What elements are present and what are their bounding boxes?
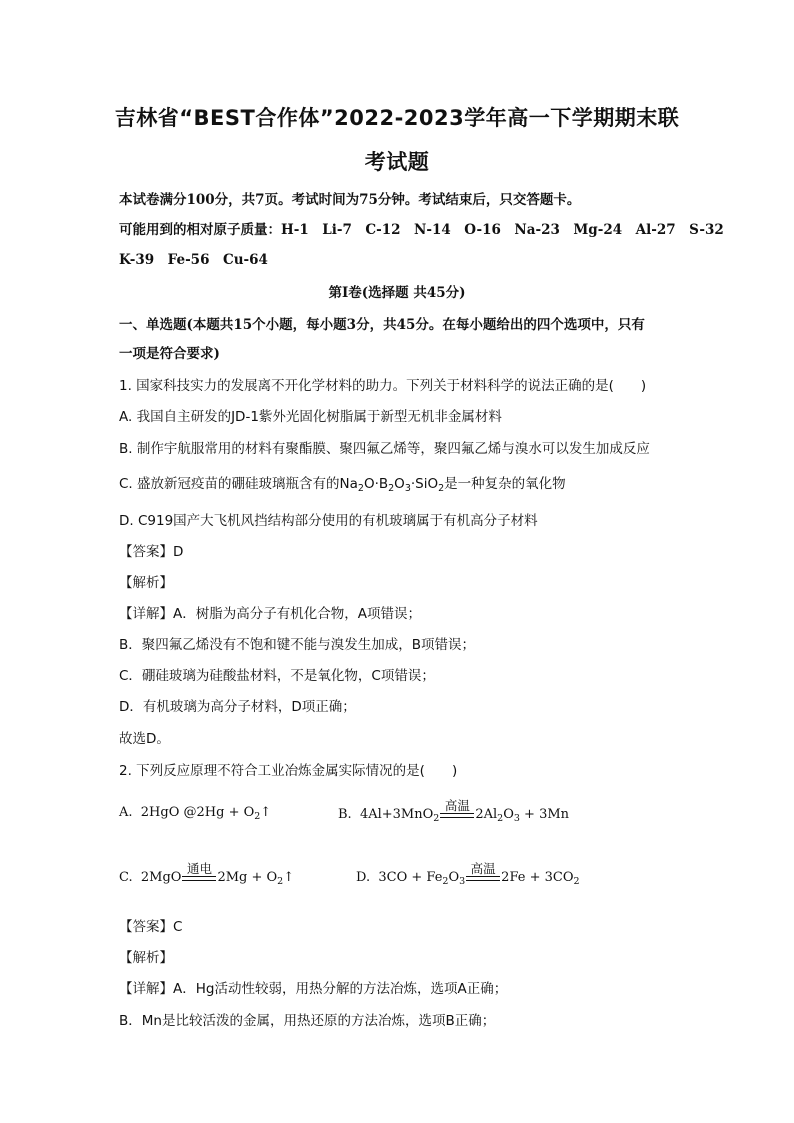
borosilicate-formula: $Na_2O\cdot B_2O_3\cdot SiO_2$ [339, 476, 445, 494]
page-title-line2: 考试题 [364, 150, 430, 174]
section-title: 第Ⅰ卷(选择题 共45分) [328, 285, 466, 301]
question-2-option-d: D. $3CO + Fe_2O_3$ 高温 $2Fe + 3CO_2$ [356, 861, 580, 887]
question-2-answer: 【答案】C [119, 919, 183, 935]
question-1-option-a: A. 我国自主研发的JD-1紫外光固化树脂属于新型无机非金属材料 [119, 409, 502, 425]
question-1-option-b: B. 制作宇航服常用的材料有聚酯膜、聚四氟乙烯等，聚四氟乙烯与溴水可以发生加成反应 [119, 441, 650, 457]
question-1-analysis-label: 【解析】 [119, 575, 173, 591]
page-title: 吉林省“BEST合作体”2022-2023学年高一下学期期末联 [114, 106, 680, 130]
question-2-option-a: A. 2HgO @2Hg + $O_2↑$ [119, 805, 272, 822]
section-instructions-2: 一项是符合要求) [119, 346, 220, 362]
reaction-condition: 通电 [182, 862, 216, 881]
question-1-option-d: D. C919国产大飞机风挡结构部分使用的有机玻璃属于有机高分子材料 [119, 513, 538, 529]
question-1-stem: 1. 国家科技实力的发展离不开化学材料的助力。下列关于材料科学的说法正确的是( ) [119, 378, 647, 394]
question-1-answer: 【答案】D [119, 544, 184, 560]
question-2-detail: B．Mn是比较活泼的金属，用热还原的方法冶炼，选项B正确； [119, 1013, 496, 1029]
question-1-detail: D．有机玻璃为高分子材料，D项正确； [119, 699, 356, 715]
question-1-detail: B．聚四氟乙烯没有不饱和键不能与溴发生加成，B项错误； [119, 637, 476, 653]
question-1-conclusion: 故选D。 [119, 731, 170, 747]
question-1-detail: 【详解】A．树脂为高分子有机化合物，A项错误； [119, 606, 421, 622]
intro-line: 本试卷满分100分，共7页。考试时间为75分钟。考试结束后，只交答题卡。 [119, 192, 581, 208]
option-c-suffix: 是一种复杂的氧化物 [444, 476, 566, 492]
question-2-analysis-label: 【解析】 [119, 950, 173, 966]
question-2-stem: 2. 下列反应原理不符合工业冶炼金属实际情况的是( ) [119, 763, 458, 779]
question-1-detail: C．硼硅玻璃为硅酸盐材料，不是氧化物，C项错误； [119, 668, 435, 684]
question-2-option-c: C. 2MgO 通电 $2Mg + O_2↑$ [119, 861, 295, 887]
reaction-condition: 高温 [440, 799, 474, 818]
reaction-condition: 高温 [466, 862, 500, 881]
atomic-mass-line: 可能用到的相对原子质量：H-1 Li-7 C-12 N-14 O-16 Na-23 Mg-24 Al-27 S-32 [119, 222, 724, 238]
section-instructions: 一、单选题(本题共15个小题，每小题3分，共45分。在每小题给出的四个选项中，只有 [119, 317, 645, 333]
question-1-option-c [119, 472, 566, 494]
atomic-mass-line-2: K-39 Fe-56 Cu-64 [119, 252, 268, 268]
question-2-detail: 【详解】A．Hg活动性较弱，用热分解的方法冶炼，选项A正确； [119, 981, 508, 997]
option-c-prefix: C. 盛放新冠疫苗的硼硅玻璃瓶含有的 [119, 476, 340, 492]
question-2-option-b: B. 4Al+3MnO$_2$ 高温 $2Al_2O_3 + 3Mn$ [338, 798, 570, 824]
